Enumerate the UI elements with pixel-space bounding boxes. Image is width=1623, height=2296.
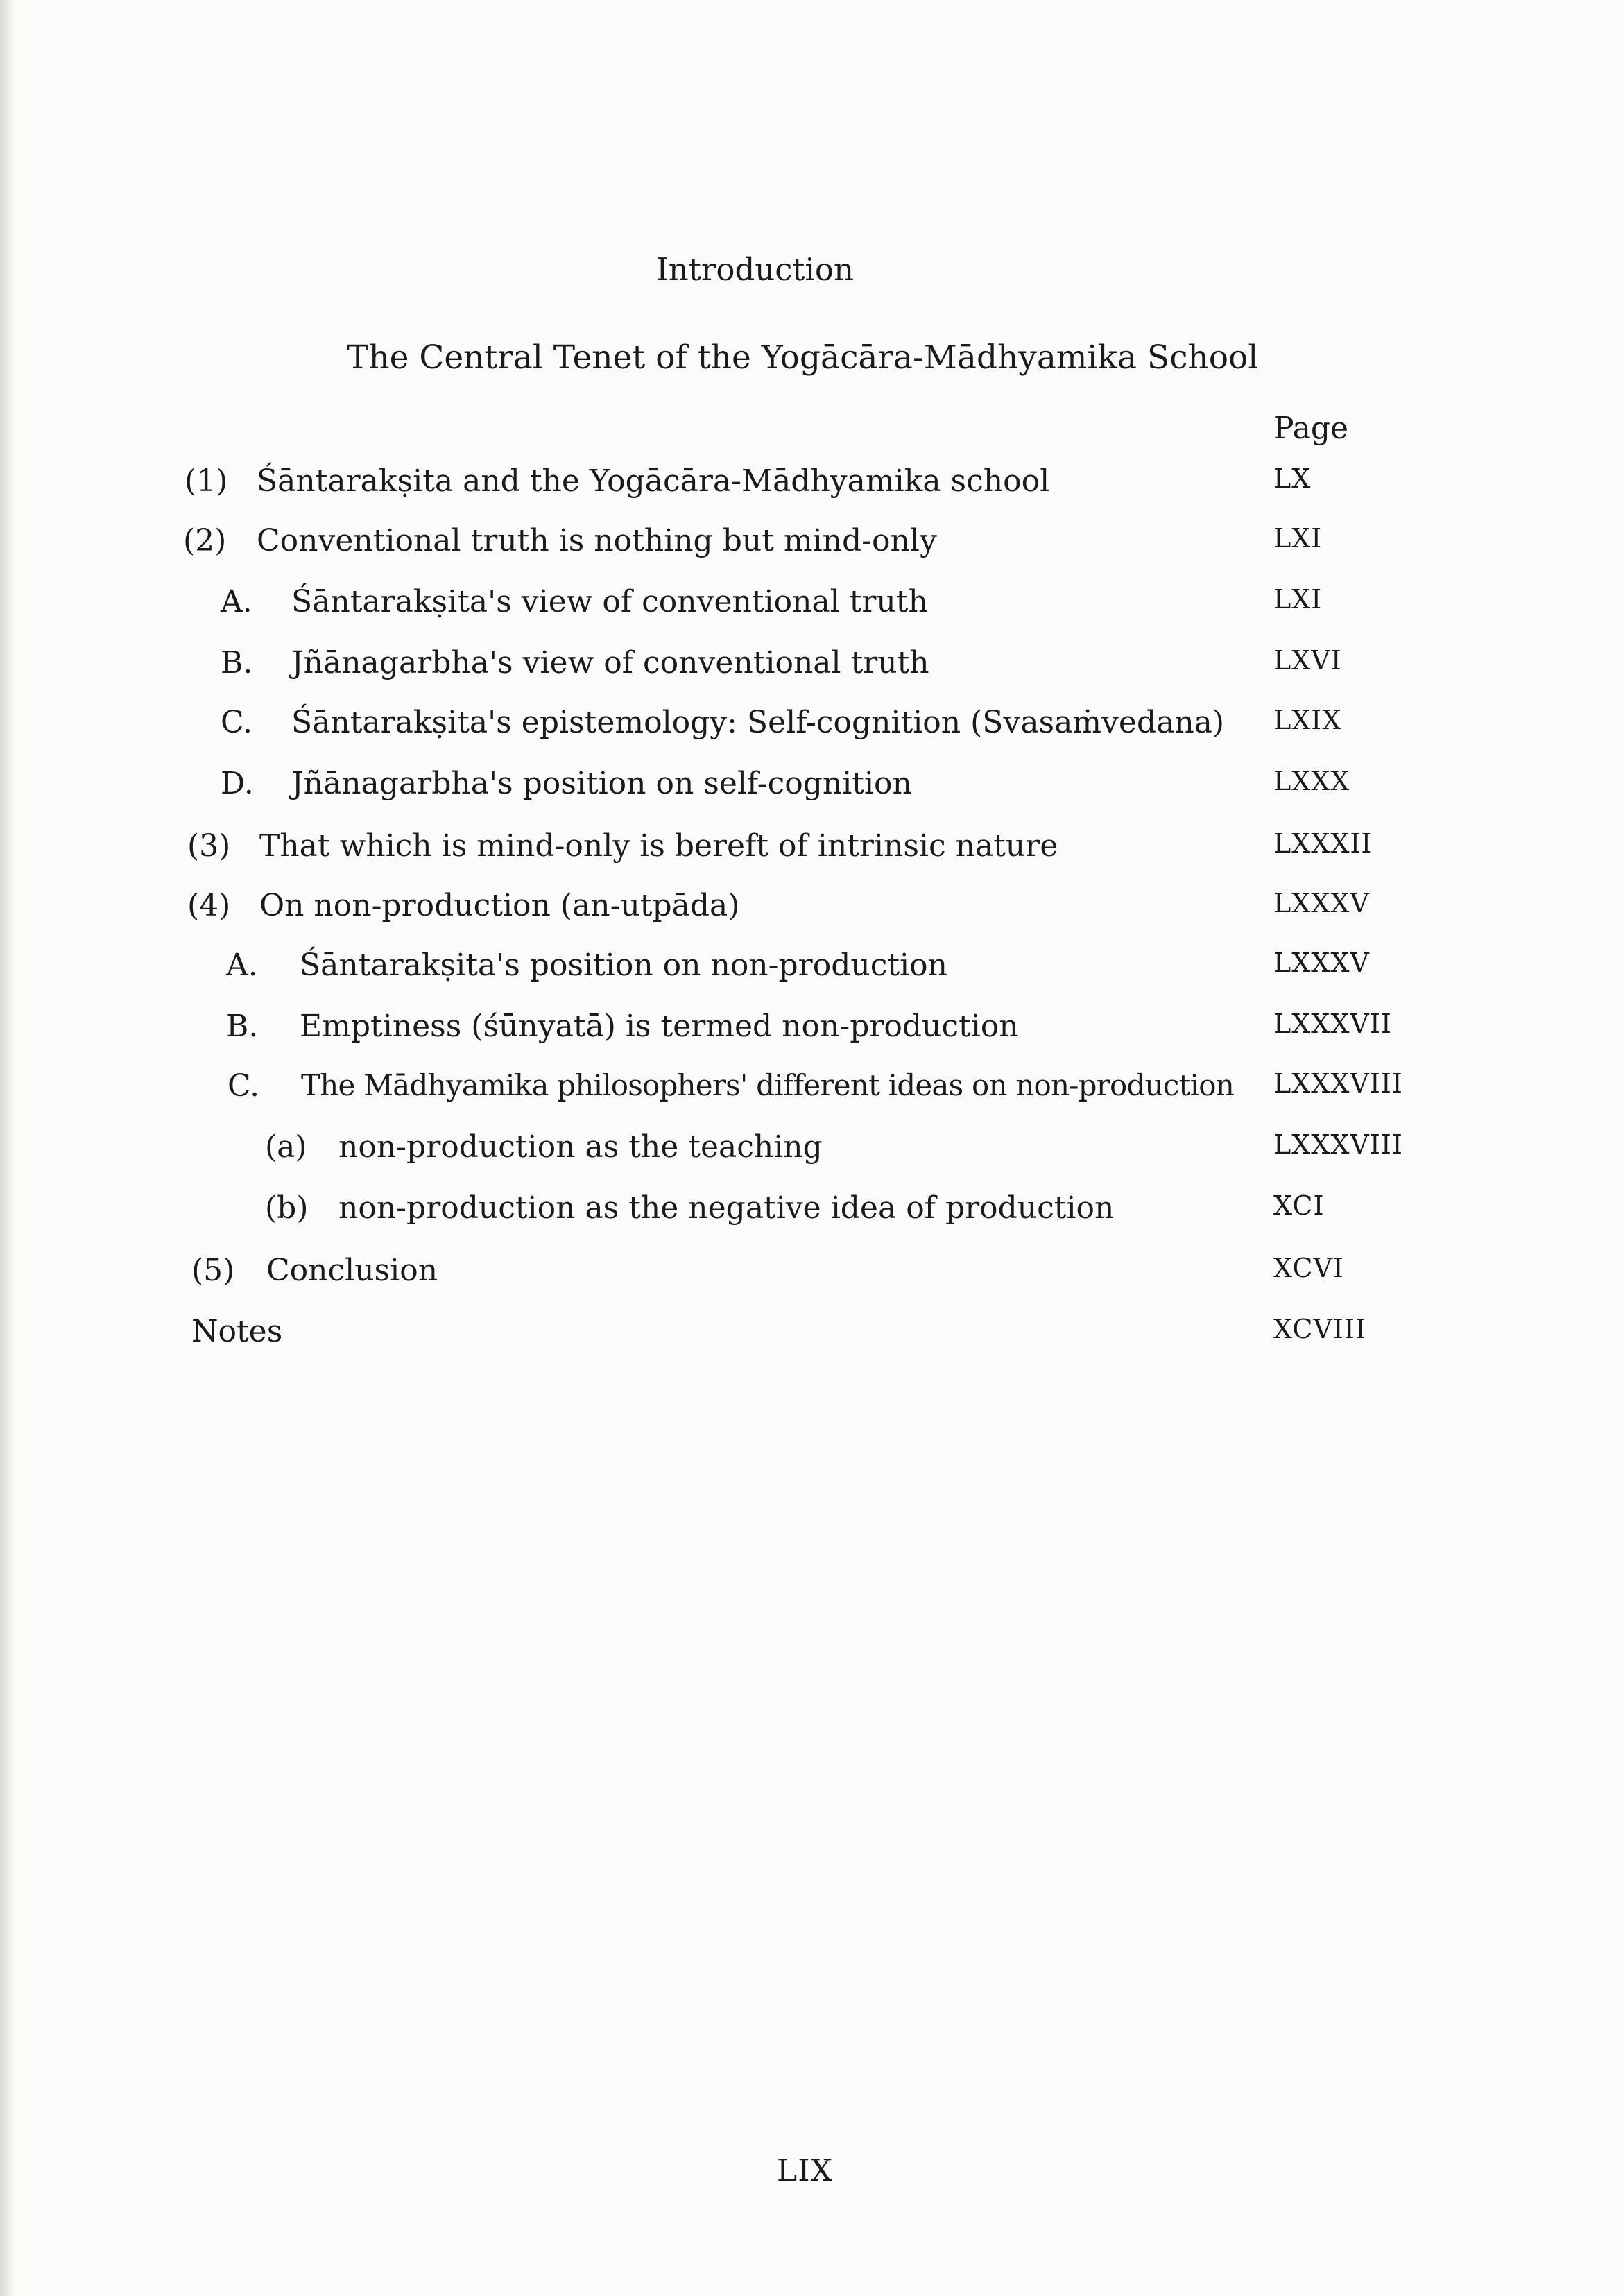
- toc-title: Śāntarakṣita's position on non-production: [300, 948, 947, 983]
- toc-title: Notes: [191, 1314, 283, 1349]
- toc-page: LX: [1273, 463, 1312, 494]
- toc-page: LXXXVIII: [1273, 1068, 1403, 1099]
- toc-marker: (3): [187, 828, 231, 864]
- toc-title: Śāntarakṣita and the Yogācāra-Mādhyamika school: [257, 463, 1050, 499]
- toc-title: Jñānagarbha's position on self-cognition: [291, 766, 912, 801]
- toc-title: Śāntarakṣita's view of conventional truth: [291, 584, 928, 619]
- toc-page: XCVIII: [1273, 1314, 1366, 1344]
- toc-entry-4c-b: [0, 1190, 1623, 1232]
- toc-title: On non-production (an-utpāda): [259, 888, 740, 923]
- toc-marker: (1): [184, 463, 228, 499]
- toc-marker: (5): [191, 1253, 235, 1288]
- toc-entry-4c-a: [0, 1129, 1623, 1171]
- toc-marker: A.: [226, 948, 258, 983]
- toc-page: LXXXVII: [1273, 1009, 1392, 1039]
- toc-title: That which is mind-only is bereft of intrinsic nature: [259, 828, 1058, 864]
- toc-title: Conclusion: [266, 1253, 438, 1288]
- toc-entry-3: [0, 828, 1623, 870]
- toc-marker: B.: [221, 645, 253, 680]
- toc-page: LXIX: [1273, 705, 1342, 735]
- toc-entry-4b: [0, 1009, 1623, 1050]
- toc-marker: C.: [221, 705, 253, 740]
- toc-entry-notes: [0, 1314, 1623, 1355]
- toc-marker: C.: [227, 1068, 260, 1104]
- toc-page: LXXXV: [1273, 888, 1370, 918]
- toc-title: Emptiness (śūnyatā) is termed non-production: [300, 1009, 1019, 1044]
- toc-entry-2c: [0, 705, 1623, 746]
- toc-title: The Mādhyamika philosophers' different ideas on non-production: [301, 1068, 1234, 1102]
- toc-entry-4a: [0, 948, 1623, 989]
- section-title: The Central Tenet of the Yogācāra-Mādhyamika School: [347, 339, 1259, 377]
- toc-page: LXI: [1273, 523, 1323, 554]
- toc-entry-2: [0, 523, 1623, 565]
- toc-title: Jñānagarbha's view of conventional truth: [291, 645, 929, 680]
- toc-page: LXXXVIII: [1273, 1129, 1403, 1160]
- toc-entry-1: [0, 463, 1623, 505]
- toc-entry-2b: [0, 645, 1623, 687]
- toc-page: XCI: [1273, 1190, 1325, 1221]
- page-heading: Introduction: [656, 251, 854, 288]
- toc-entry-2d: [0, 766, 1623, 807]
- toc-marker: (a): [265, 1129, 307, 1165]
- toc-page: LXI: [1273, 584, 1323, 615]
- toc-entry-5: [0, 1253, 1623, 1294]
- toc-marker: (2): [183, 523, 227, 558]
- toc-marker: (b): [265, 1190, 309, 1226]
- toc-page: LXVI: [1273, 645, 1342, 676]
- toc-entry-4: [0, 888, 1623, 929]
- toc-page: LXXXII: [1273, 828, 1373, 859]
- toc-page: XCVI: [1273, 1253, 1344, 1283]
- toc-marker: (4): [187, 888, 231, 923]
- toc-title: non-production as the teaching: [338, 1129, 823, 1165]
- toc-marker: D.: [221, 766, 254, 801]
- page-number: LIX: [777, 2153, 833, 2188]
- toc-title: Śāntarakṣita's epistemology: Self-cognition (Svasaṁvedana): [291, 705, 1225, 740]
- page-column-label: Page: [1273, 411, 1349, 446]
- toc-page: LXXXV: [1273, 948, 1370, 978]
- toc-title: non-production as the negative idea of production: [338, 1190, 1115, 1226]
- toc-page: LXXX: [1273, 766, 1350, 796]
- toc-title: Conventional truth is nothing but mind-only: [257, 523, 937, 558]
- toc-entry-2a: [0, 584, 1623, 626]
- toc-entry-4c: [0, 1068, 1623, 1110]
- toc-marker: B.: [226, 1009, 259, 1044]
- toc-marker: A.: [221, 584, 252, 619]
